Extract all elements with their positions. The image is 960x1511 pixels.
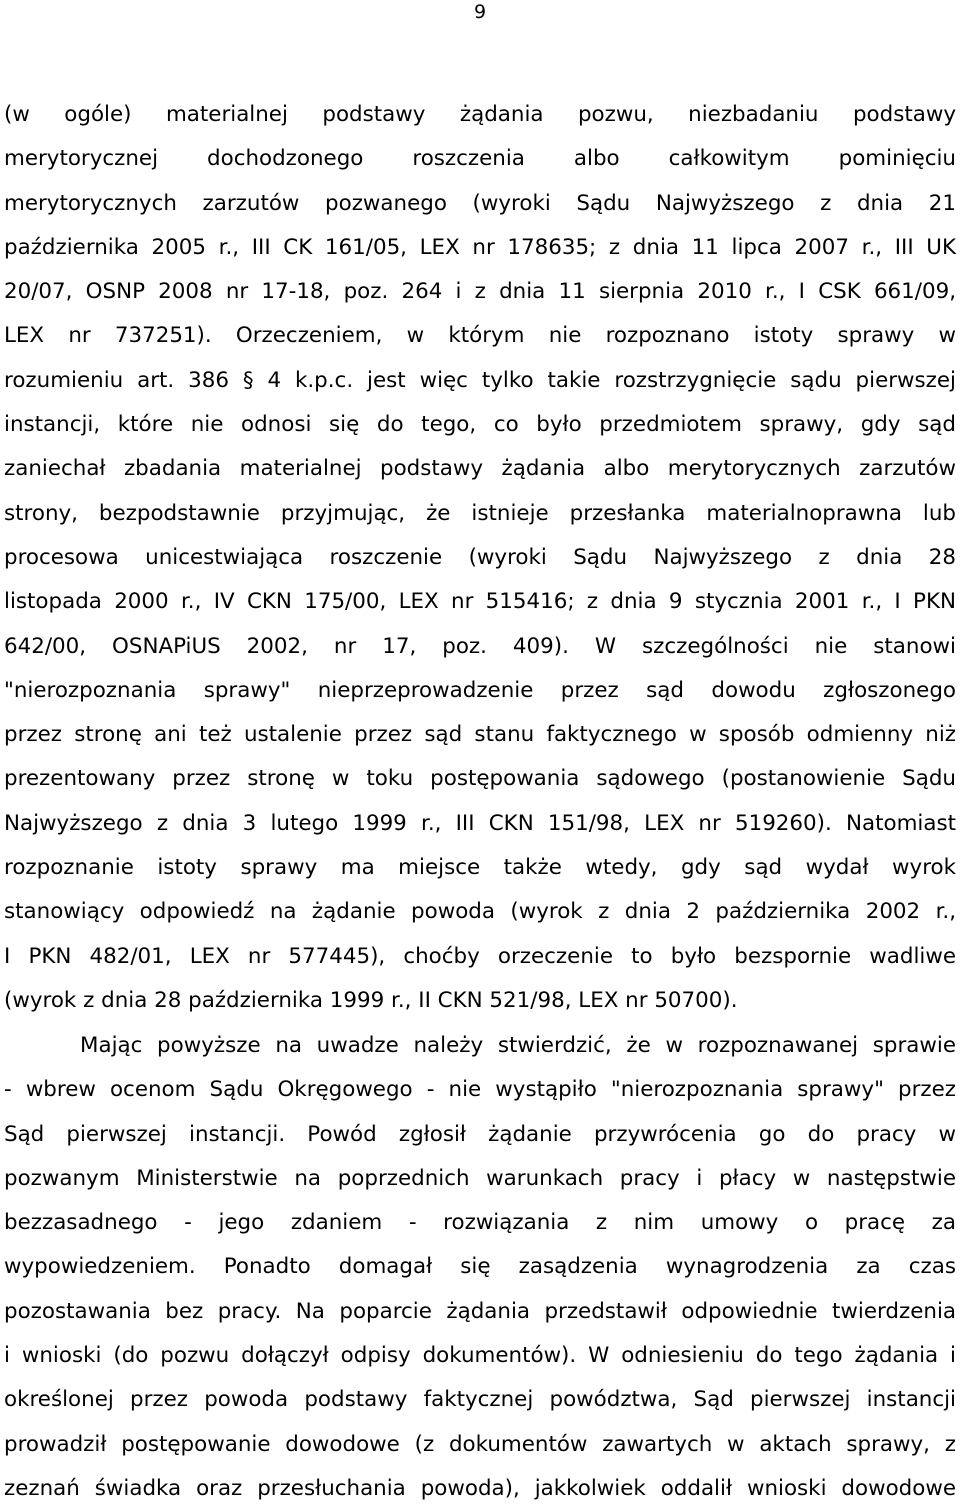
paragraph-line: wypowiedzeniem. Ponadto domagał się zasądzenia wynagrodzenia za czas	[4, 1254, 956, 1280]
paragraph-line: określonej przez powoda podstawy faktycznej powództwa, Sąd pierwszej instancji	[4, 1387, 956, 1413]
paragraph-line: prowadził postępowanie dowodowe (z dokumentów zawartych w aktach sprawy, z	[4, 1431, 956, 1457]
paragraph-line: - wbrew ocenom Sądu Okręgowego - nie wystąpiło "nierozpoznania sprawy" przez	[4, 1077, 956, 1103]
paragraph-1	[4, 93, 956, 1023]
paragraph-line: procesowa unicestwiająca roszczenie (wyroki Sądu Najwyższego z dnia 28	[4, 544, 956, 570]
paragraph-line: października 2005 r., III CK 161/05, LEX nr 178635; z dnia 11 lipca 2007 r., III UK	[4, 234, 956, 260]
paragraph-line: Najwyższego z dnia 3 lutego 1999 r., III CKN 151/98, LEX nr 519260). Natomiast	[4, 810, 956, 836]
paragraph-line: merytorycznej dochodzonego roszczenia albo całkowitym pominięciu	[4, 146, 956, 172]
paragraph-line: i wnioski (do pozwu dołączył odpisy dokumentów). W odniesieniu do tego żądania i	[4, 1343, 956, 1369]
paragraph-line: instancji, które nie odnosi się do tego, co było przedmiotem sprawy, gdy sąd	[4, 412, 956, 438]
paragraph-line: LEX nr 737251). Orzeczeniem, w którym nie rozpoznano istoty sprawy w	[4, 323, 956, 349]
paragraph-line: 20/07, OSNP 2008 nr 17-18, poz. 264 i z dnia 11 sierpnia 2010 r., I CSK 661/09,	[4, 279, 956, 305]
page-number: 9	[473, 1, 487, 23]
paragraph-line: pozwanym Ministerstwie na poprzednich warunkach pracy i płacy w następstwie	[4, 1165, 956, 1191]
paragraph-line: pozostawania bez pracy. Na poparcie żądania przedstawił odpowiednie twierdzenia	[4, 1298, 956, 1324]
paragraph-line: listopada 2000 r., IV CKN 175/00, LEX nr 515416; z dnia 9 stycznia 2001 r., I PKN	[4, 589, 956, 615]
paragraph-line: merytorycznych zarzutów pozwanego (wyroki Sądu Najwyższego z dnia 21	[4, 190, 956, 216]
paragraph-line: zeznań świadka oraz przesłuchania powoda), jakkolwiek oddalił wnioski dowodowe	[4, 1475, 956, 1501]
paragraph-2	[4, 1024, 956, 1511]
paragraph-line: zaniechał zbadania materialnej podstawy żądania albo merytorycznych zarzutów	[4, 456, 956, 482]
paragraph-line: stanowiący odpowiedź na żądanie powoda (wyrok z dnia 2 października 2002 r.,	[4, 899, 956, 925]
paragraph-line: 642/00, OSNAPiUS 2002, nr 17, poz. 409). W szczególności nie stanowi	[4, 633, 956, 659]
paragraph-line: "nierozpoznania sprawy" nieprzeprowadzenie przez sąd dowodu zgłoszonego	[4, 677, 956, 703]
paragraph-line: rozpoznanie istoty sprawy ma miejsce także wtedy, gdy sąd wydał wyrok	[4, 855, 956, 881]
paragraph-line: strony, bezpodstawnie przyjmując, że istnieje przesłanka materialnoprawna lub	[4, 500, 956, 526]
paragraph-line: rozumieniu art. 386 § 4 k.p.c. jest więc tylko takie rozstrzygnięcie sądu pierwszej	[4, 367, 956, 393]
paragraph-line: (w ogóle) materialnej podstawy żądania pozwu, niezbadaniu podstawy	[4, 102, 956, 127]
paragraph-line: prezentowany przez stronę w toku postępowania sądowego (postanowienie Sądu	[4, 766, 956, 792]
paragraph-line: przez stronę ani też ustalenie przez sąd stanu faktycznego w sposób odmienny niż	[4, 722, 956, 748]
paragraph-line: Sąd pierwszej instancji. Powód zgłosił żądanie przywrócenia go do pracy w	[4, 1121, 956, 1147]
paragraph-line: bezzasadnego - jego zdaniem - rozwiązania z nim umowy o pracę za	[4, 1210, 956, 1236]
paragraph-line: (wyrok z dnia 28 października 1999 r., II CKN 521/98, LEX nr 50700).	[4, 987, 738, 1013]
paragraph-line: Mając powyższe na uwadze należy stwierdzić, że w rozpoznawanej sprawie	[80, 1033, 956, 1058]
paragraph-line: I PKN 482/01, LEX nr 577445), choćby orzeczenie to było bezspornie wadliwe	[4, 943, 956, 969]
